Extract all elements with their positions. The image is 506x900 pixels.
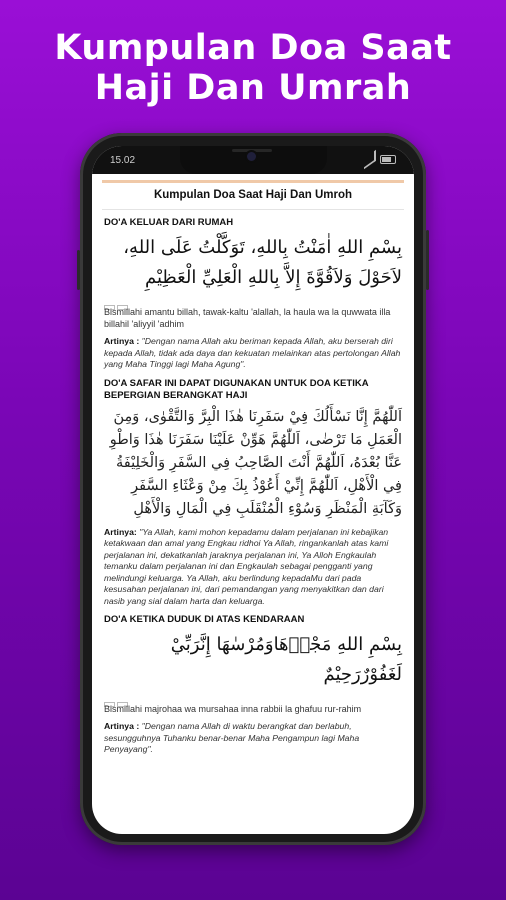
latin-transliteration: Bismillahi amantu billah, tawak-kaltu 'alallah, la haula wa la quwwata illa billahil 'aliyyil 'adhim	[104, 307, 391, 329]
latin-transliteration: Bismillahi majrohaa wa mursahaa inna rabbii la ghafuu rur-rahim	[104, 704, 362, 714]
decorative-marks	[104, 694, 402, 700]
translation	[104, 336, 402, 371]
phone-screen	[92, 146, 414, 834]
app-header-title: Kumpulan Doa Saat Haji Dan Umroh	[102, 180, 404, 210]
translation	[104, 721, 402, 756]
decorative-marks	[104, 297, 402, 303]
translation-text: "Ya Allah, kami mohon kepadamu dalam perjalanan ini kebajikan ketakwaan dan amal yang Engkau ridhoi Ya Allah, ringankanlah atas kami perjalanan ini, dekatkanlah jaraknya perjalanan ini, Ya Alloh Engkaulah temanku dalam perjalanan ini dan Engkaulah sebagai pengganti yang melindungi keluarga. Ya Allah, aku berlindung kepadaMu dari pada kesusahan perjalanan ini, dari pemandangan yang menyakitkan dan dari nasib yang sial dalam harta dan keluarga.	[104, 526, 389, 606]
front-camera	[247, 152, 256, 161]
arabic-text: اَللّٰهُمَّ إِنَّا نَسْأَلُكَ فِيْ سَفَرِنَا هٰذَا الْبِرَّ وَالتَّقْوٰى، وَمِنَ الْعَمَلِ مَا تَرْضٰى، اَللّٰهُمَّ هَوِّنْ عَلَيْنَا سَفَرَنَا هٰذَا وَاطْوِ عَنَّا بُعْدَهُ، اَللّٰهُمَّ أَنْتَ الصَّاحِبُ فِي السَّفَرِ وَالْخَلِيْفَةُ فِي الْأَهْلِ، اَللّٰهُمَّ إِنِّيْ أَعُوْذُ بِكَ مِنْ وَعْثَاءِ السَّفَرِ وَكَآبَةِ الْمَنْظَرِ وَسُوْءِ الْمُنْقَلَبِ فِي الْمَالِ وَالْأَهْلِ	[109, 408, 402, 517]
artinya-label: Artinya:	[104, 526, 137, 537]
signal-icon	[364, 150, 376, 169]
translation-text: "Dengan nama Allah aku beriman kepada Allah, aku berserah diri kepada Allah, tidak ada daya dan kekuatan melainkan atas pertolongan Allah yang Maha Tinggi lagi Maha Agung".	[104, 336, 401, 369]
arabic-text: بِسْمِ اللهِ مَجْرٖهَاوَمُرْسٰهَا إِنَّرَبِّيْ لَغَفُوْرٌرَحِيْمٌ	[170, 634, 402, 685]
section-title: DO'A KETIKA DUDUK DI ATAS KENDARAAN	[104, 614, 305, 625]
artinya-label: Artinya :	[104, 721, 140, 731]
promo-title-line-2: Haji Dan Umrah	[94, 68, 412, 108]
section-title: DO'A SAFAR INI DAPAT DIGUNAKAN UNTUK DOA KETIKA BEPERGIAN BERANGKAT HAJI	[104, 377, 369, 401]
translation-text: "Dengan nama Allah di waktu berangkat dan berlabuh, sesungguhnya Tuhanku benar-benar Maha Pengampun lagi Maha Penyayang".	[104, 721, 360, 754]
section-title: DO'A KELUAR DARI RUMAH	[104, 217, 234, 228]
scroll-content[interactable]	[92, 174, 414, 834]
arabic-text: بِسْمِ اللهِ اٰمَنْتُ بِاللهِ، تَوَكَّلْتُ عَلَى اللهِ، لاَحَوْلَ وَلاَقُوَّةَ إِلاَّ بِاللهِ الْعَلِيِّ الْعَظِيْمِ	[123, 237, 402, 288]
volume-button	[77, 250, 80, 290]
battery-icon	[380, 155, 396, 164]
artinya-label: Artinya :	[104, 336, 140, 346]
promo-title-line-1: Kumpulan Doa Saat	[54, 28, 452, 68]
promo-title	[0, 28, 506, 108]
document-body	[92, 217, 414, 756]
power-button	[426, 230, 429, 290]
translation	[104, 527, 402, 608]
status-icons	[364, 154, 396, 165]
status-time: 15.02	[110, 155, 136, 166]
